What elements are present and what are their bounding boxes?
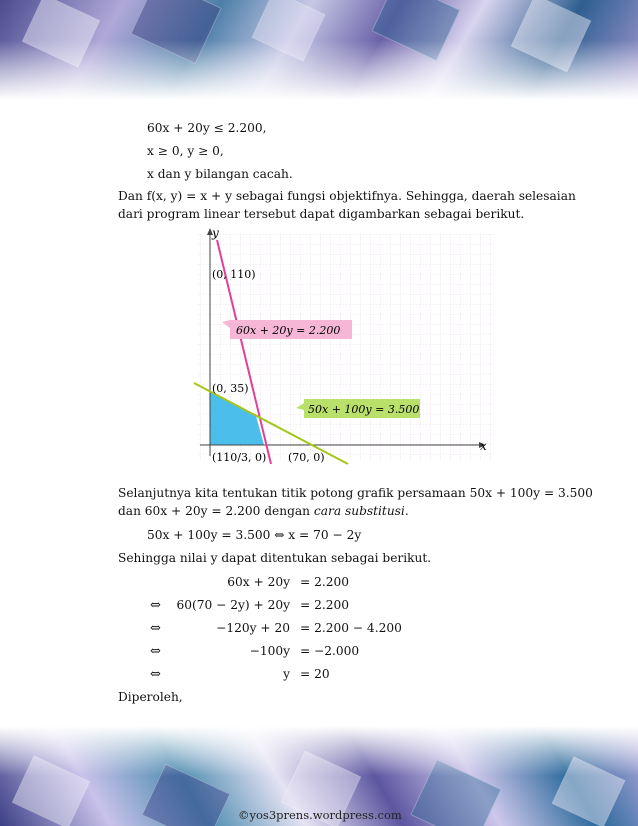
point-0-110: (0, 110) [212,268,256,281]
step-row-1: 60x + 20y = 2.200 [227,575,349,589]
step-row-2: ⇔ 60(70 − 2y) + 20y = 2.200 [150,598,349,613]
point-110-3: (110/3, 0) [212,451,267,464]
credit-footer: ©yos3prens.wordpress.com [238,808,402,822]
paragraph-intersection-1: Selanjutnya kita tentukan titik potong grafik persamaan 50x + 100y = 3.500 [118,486,593,500]
step-row-3: ⇔ −120y + 20 = 2.200 − 4.200 [150,621,402,636]
paragraph-solve-y: Sehingga nilai y dapat ditentukan sebagai berikut. [118,551,432,565]
step-row-5: ⇔ y = 20 [150,667,330,682]
equation-green: 50x + 100y = 3.500 [308,403,420,416]
step-row-4: ⇔ −100y = −2.000 [150,644,360,659]
substitution-equation: 50x + 100y = 3.500 ⇔ x = 70 − 2y [147,528,362,542]
linear-program-graph [190,224,500,470]
paragraph-objective-1: Dan f(x, y) = x + y sebagai fungsi objektifnya. Sehingga, daerah selesaian [118,189,576,203]
equation-pink: 60x + 20y = 2.200 [236,324,341,337]
point-0-35: (0, 35) [212,382,249,395]
paragraph-intersection-2: dan 60x + 20y = 2.200 dengan cara substitusi. [118,504,409,518]
x-axis-label: x [480,439,487,453]
point-70-0: (70, 0) [288,451,325,464]
constraint-1: 60x + 20y ≤ 2.200, [147,121,267,135]
y-axis-label: y [212,226,219,240]
constraint-2: x ≥ 0, y ≥ 0, [147,144,224,158]
paragraph-objective-2: dari program linear tersebut dapat digambarkan sebagai berikut. [118,207,525,221]
closing-text: Diperoleh, [118,690,183,704]
constraint-3: x dan y bilangan cacah. [147,167,293,181]
